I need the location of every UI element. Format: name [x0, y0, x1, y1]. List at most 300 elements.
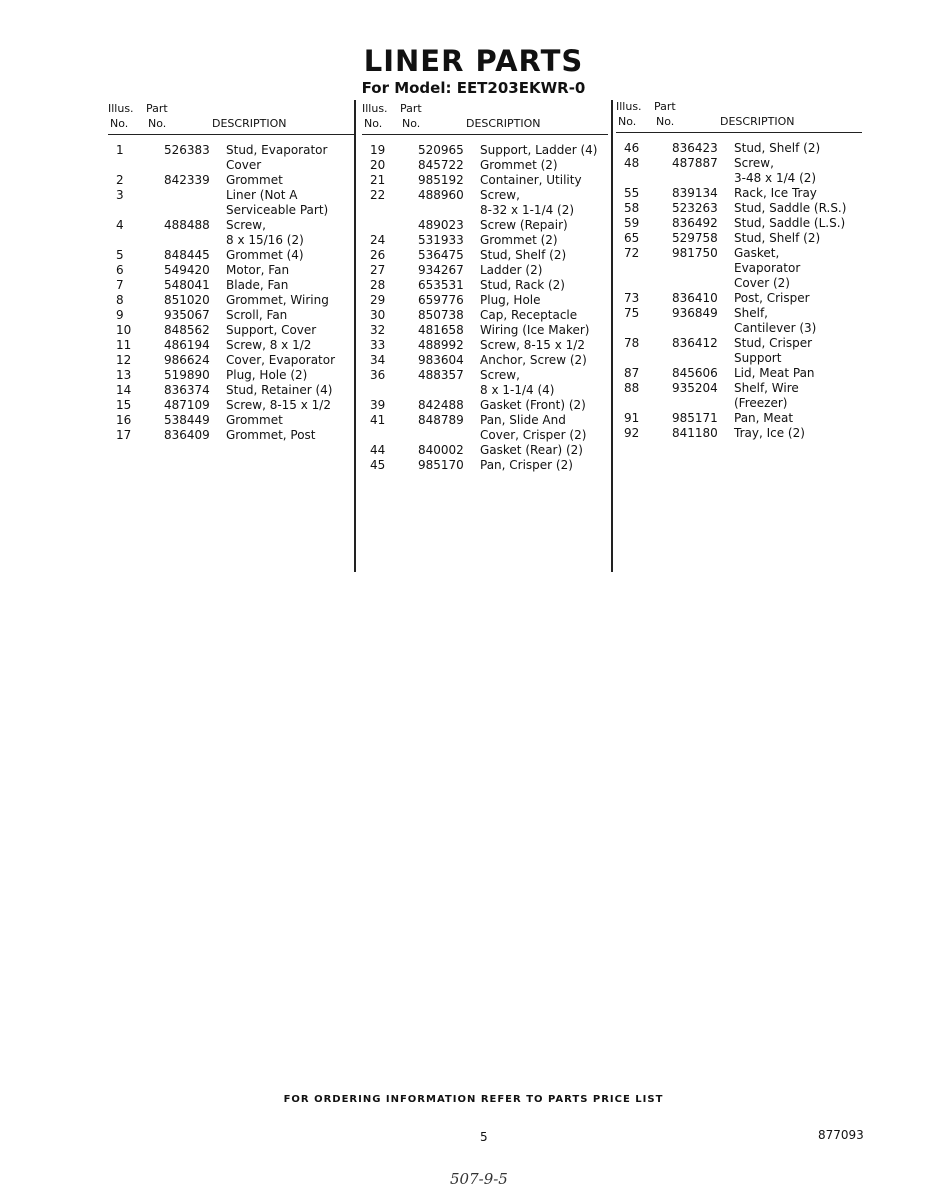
- row-line: [362, 308, 608, 323]
- part-description: Support: [734, 351, 782, 365]
- row-line: [108, 188, 354, 203]
- table-row: [616, 411, 862, 426]
- row-line: [108, 398, 354, 413]
- part-number: 488960: [418, 188, 464, 202]
- row-line: [362, 158, 608, 173]
- parts-column-1: [108, 102, 354, 443]
- part-description: Pan, Slide And: [480, 413, 566, 427]
- illus-number: 5: [116, 248, 124, 262]
- illus-number: 44: [370, 443, 386, 457]
- part-description: Grommet (4): [226, 248, 304, 262]
- table-row: [362, 233, 608, 248]
- header-illus-no: No.: [364, 117, 383, 130]
- header-part: Part: [654, 100, 676, 113]
- part-number: 526383: [164, 143, 210, 157]
- part-description: Screw,: [226, 218, 266, 232]
- table-row: [362, 338, 608, 353]
- part-description: Gasket,: [734, 246, 780, 260]
- row-line: [616, 156, 862, 171]
- part-number: 486194: [164, 338, 210, 352]
- illus-number: 7: [116, 278, 124, 292]
- table-row: [108, 248, 354, 263]
- row-line: [616, 291, 862, 306]
- part-number: 653531: [418, 278, 464, 292]
- row-line: [616, 261, 862, 276]
- part-number: 935067: [164, 308, 210, 322]
- illus-number: 8: [116, 293, 124, 307]
- parts-list: [108, 143, 354, 443]
- part-number: 659776: [418, 293, 464, 307]
- header-illus: Illus.: [362, 102, 388, 115]
- part-description: Screw,: [734, 156, 774, 170]
- table-row: [362, 263, 608, 278]
- row-line: [616, 141, 862, 156]
- column-header-row-1: [108, 102, 354, 117]
- part-number: 531933: [418, 233, 464, 247]
- illus-number: 11: [116, 338, 132, 352]
- table-row: [616, 201, 862, 216]
- part-number: 549420: [164, 263, 210, 277]
- table-row: [362, 398, 608, 413]
- illus-number: 59: [624, 216, 640, 230]
- part-number: 934267: [418, 263, 464, 277]
- illus-number: 39: [370, 398, 386, 412]
- illus-number: 58: [624, 201, 640, 215]
- part-description: Wiring (Ice Maker): [480, 323, 590, 337]
- illus-number: 10: [116, 323, 132, 337]
- row-line: [616, 426, 862, 441]
- row-line: [362, 323, 608, 338]
- table-row: [362, 353, 608, 368]
- row-line: [362, 143, 608, 158]
- part-description: Pan, Crisper (2): [480, 458, 573, 472]
- row-line: [616, 351, 862, 366]
- part-description: Screw,: [480, 188, 520, 202]
- row-line: [616, 201, 862, 216]
- part-description: Rack, Ice Tray: [734, 186, 817, 200]
- row-line: [616, 216, 862, 231]
- part-number: 836374: [164, 383, 210, 397]
- header-part-no: No.: [402, 117, 421, 130]
- part-description: 8 x 15/16 (2): [226, 233, 304, 247]
- part-description: Support, Ladder (4): [480, 143, 598, 157]
- illus-number: 19: [370, 143, 386, 157]
- illus-number: 92: [624, 426, 640, 440]
- row-line: [616, 411, 862, 426]
- row-line: [108, 428, 354, 443]
- part-number: 481658: [418, 323, 464, 337]
- parts-column-3: [616, 100, 862, 441]
- table-row: [108, 218, 354, 248]
- row-line: [616, 336, 862, 351]
- row-line: [108, 173, 354, 188]
- table-row: [108, 353, 354, 368]
- column-header-row-2: [108, 117, 354, 135]
- row-line: [362, 383, 608, 398]
- part-description: Screw,: [480, 368, 520, 382]
- illus-number: 3: [116, 188, 124, 202]
- table-row: [362, 293, 608, 308]
- part-number: 523263: [672, 201, 718, 215]
- row-line: [616, 306, 862, 321]
- row-line: [362, 233, 608, 248]
- row-line: [108, 233, 354, 248]
- part-number: 836410: [672, 291, 718, 305]
- part-number: 985171: [672, 411, 718, 425]
- header-part-no: No.: [656, 115, 675, 128]
- row-line: [108, 338, 354, 353]
- header-part-no: No.: [148, 117, 167, 130]
- table-row: [108, 308, 354, 323]
- part-description: 8-32 x 1-1/4 (2): [480, 203, 575, 217]
- part-description: Stud, Shelf (2): [734, 141, 821, 155]
- document-number: 877093: [818, 1128, 864, 1142]
- table-row: [108, 398, 354, 413]
- part-number: 840002: [418, 443, 464, 457]
- row-line: [616, 171, 862, 186]
- row-line: [362, 338, 608, 353]
- table-row: [616, 366, 862, 381]
- part-description: Cap, Receptacle: [480, 308, 578, 322]
- table-row: [362, 158, 608, 173]
- parts-column-2: [362, 102, 608, 473]
- part-description: Motor, Fan: [226, 263, 290, 277]
- row-line: [108, 353, 354, 368]
- row-line: [108, 263, 354, 278]
- model-subtitle: For Model: EET203EKWR-0: [361, 79, 586, 97]
- illus-number: 78: [624, 336, 640, 350]
- part-description: 8 x 1-1/4 (4): [480, 383, 555, 397]
- illus-number: 41: [370, 413, 386, 427]
- part-number: 520965: [418, 143, 464, 157]
- row-line: [108, 413, 354, 428]
- part-number: 981750: [672, 246, 718, 260]
- row-line: [362, 218, 608, 233]
- part-number: 845722: [418, 158, 464, 172]
- part-description: Grommet, Post: [226, 428, 316, 442]
- illus-number: 87: [624, 366, 640, 380]
- illus-number: 27: [370, 263, 386, 277]
- table-row: [108, 323, 354, 338]
- part-number: 983604: [418, 353, 464, 367]
- illus-number: 72: [624, 246, 640, 260]
- part-description: Grommet: [226, 413, 283, 427]
- part-number: 487887: [672, 156, 718, 170]
- part-description: Plug, Hole (2): [226, 368, 308, 382]
- part-description: Blade, Fan: [226, 278, 289, 292]
- part-description: Shelf,: [734, 306, 768, 320]
- table-row: [108, 413, 354, 428]
- illus-number: 16: [116, 413, 132, 427]
- table-row: [108, 143, 354, 173]
- header-description: DESCRIPTION: [212, 117, 287, 130]
- row-line: [108, 203, 354, 218]
- illus-number: 36: [370, 368, 386, 382]
- illus-number: 45: [370, 458, 386, 472]
- part-number: 548041: [164, 278, 210, 292]
- illus-number: 28: [370, 278, 386, 292]
- row-line: [616, 396, 862, 411]
- table-row: [616, 216, 862, 231]
- part-description: Support, Cover: [226, 323, 317, 337]
- illus-number: 30: [370, 308, 386, 322]
- illus-number: 55: [624, 186, 640, 200]
- part-number: 842339: [164, 173, 210, 187]
- part-number: 536475: [418, 248, 464, 262]
- table-row: [108, 368, 354, 383]
- table-row: [616, 426, 862, 441]
- part-description: Evaporator: [734, 261, 801, 275]
- part-number: 836492: [672, 216, 718, 230]
- part-number: 841180: [672, 426, 718, 440]
- column-divider: [611, 100, 613, 572]
- illus-number: 88: [624, 381, 640, 395]
- part-description: Stud, Evaporator: [226, 143, 328, 157]
- illus-number: 20: [370, 158, 386, 172]
- row-line: [362, 398, 608, 413]
- header-description: DESCRIPTION: [720, 115, 795, 128]
- part-description: Screw, 8 x 1/2: [226, 338, 312, 352]
- table-row: [108, 188, 354, 218]
- illus-number: 91: [624, 411, 640, 425]
- header-illus-no: No.: [110, 117, 129, 130]
- table-row: [616, 336, 862, 366]
- part-description: Grommet, Wiring: [226, 293, 329, 307]
- illus-number: 9: [116, 308, 124, 322]
- row-line: [362, 248, 608, 263]
- part-number: 529758: [672, 231, 718, 245]
- column-header-row-1: [616, 100, 862, 115]
- illus-number: 22: [370, 188, 386, 202]
- row-line: [108, 218, 354, 233]
- illus-number: 34: [370, 353, 386, 367]
- illus-number: 2: [116, 173, 124, 187]
- part-number: 850738: [418, 308, 464, 322]
- part-number: 842488: [418, 398, 464, 412]
- row-line: [616, 246, 862, 261]
- parts-list: [616, 141, 862, 441]
- row-line: [362, 428, 608, 443]
- table-row: [362, 413, 608, 443]
- illus-number: 65: [624, 231, 640, 245]
- part-number: 848789: [418, 413, 464, 427]
- table-row: [108, 278, 354, 293]
- table-row: [616, 141, 862, 156]
- illus-number: 73: [624, 291, 640, 305]
- part-description: Stud, Saddle (R.S.): [734, 201, 847, 215]
- header-description: DESCRIPTION: [466, 117, 541, 130]
- illus-number: 26: [370, 248, 386, 262]
- illus-number: 75: [624, 306, 640, 320]
- part-number: 487109: [164, 398, 210, 412]
- part-description: Stud, Retainer (4): [226, 383, 333, 397]
- illus-number: 48: [624, 156, 640, 170]
- header-illus: Illus.: [616, 100, 642, 113]
- illus-number: 1: [116, 143, 124, 157]
- row-line: [108, 248, 354, 263]
- illus-number: 32: [370, 323, 386, 337]
- table-row: [362, 323, 608, 338]
- part-description: Stud, Crisper: [734, 336, 813, 350]
- part-description: Cantilever (3): [734, 321, 817, 335]
- illus-number: 6: [116, 263, 124, 277]
- row-line: [362, 443, 608, 458]
- row-line: [362, 173, 608, 188]
- part-description: Serviceable Part): [226, 203, 329, 217]
- illus-number: 46: [624, 141, 640, 155]
- row-line: [108, 158, 354, 173]
- illus-number: 14: [116, 383, 132, 397]
- part-description: Plug, Hole: [480, 293, 541, 307]
- row-line: [616, 276, 862, 291]
- part-description: Screw (Repair): [480, 218, 568, 232]
- part-description: Ladder (2): [480, 263, 543, 277]
- table-row: [616, 156, 862, 186]
- part-description: Grommet (2): [480, 158, 558, 172]
- table-row: [362, 143, 608, 158]
- illus-number: 29: [370, 293, 386, 307]
- illus-number: 13: [116, 368, 132, 382]
- part-description: Gasket (Front) (2): [480, 398, 586, 412]
- table-row: [362, 368, 608, 398]
- column-header-row-1: [362, 102, 608, 117]
- part-description: Screw, 8-15 x 1/2: [480, 338, 585, 352]
- header-part: Part: [400, 102, 422, 115]
- row-line: [616, 366, 862, 381]
- part-description: Tray, Ice (2): [734, 426, 805, 440]
- part-description: Pan, Meat: [734, 411, 794, 425]
- part-number: 836409: [164, 428, 210, 442]
- part-number: 519890: [164, 368, 210, 382]
- part-description: Grommet: [226, 173, 283, 187]
- row-line: [362, 263, 608, 278]
- header-illus-no: No.: [618, 115, 637, 128]
- ordering-note: FOR ORDERING INFORMATION REFER TO PARTS PRICE LIST: [283, 1094, 664, 1105]
- table-row: [362, 278, 608, 293]
- table-row: [362, 443, 608, 458]
- table-row: [616, 306, 862, 336]
- part-description: Cover (2): [734, 276, 790, 290]
- row-line: [616, 381, 862, 396]
- part-description: Cover, Crisper (2): [480, 428, 587, 442]
- part-number: 836412: [672, 336, 718, 350]
- table-row: [616, 291, 862, 306]
- part-number: 935204: [672, 381, 718, 395]
- table-row: [108, 293, 354, 308]
- part-description: (Freezer): [734, 396, 788, 410]
- part-description: Stud, Rack (2): [480, 278, 565, 292]
- table-row: [616, 231, 862, 246]
- table-row: [108, 383, 354, 398]
- part-description: Anchor, Screw (2): [480, 353, 587, 367]
- part-number: 845606: [672, 366, 718, 380]
- row-line: [108, 278, 354, 293]
- header-part: Part: [146, 102, 168, 115]
- part-description: Screw, 8-15 x 1/2: [226, 398, 331, 412]
- table-row: [362, 173, 608, 188]
- table-row: [362, 308, 608, 323]
- part-number: 488992: [418, 338, 464, 352]
- row-line: [362, 188, 608, 203]
- table-row: [362, 218, 608, 233]
- column-header-row-2: [362, 117, 608, 135]
- row-line: [362, 293, 608, 308]
- row-line: [362, 278, 608, 293]
- row-line: [362, 368, 608, 383]
- row-line: [108, 143, 354, 158]
- table-row: [362, 188, 608, 218]
- page-number: 5: [480, 1130, 488, 1144]
- column-divider: [354, 100, 356, 572]
- header-illus: Illus.: [108, 102, 134, 115]
- part-description: Stud, Saddle (L.S.): [734, 216, 846, 230]
- part-number: 489023: [418, 218, 464, 232]
- row-line: [108, 323, 354, 338]
- row-line: [616, 231, 862, 246]
- part-description: 3-48 x 1/4 (2): [734, 171, 817, 185]
- part-number: 488488: [164, 218, 210, 232]
- handwritten-note: 507-9-5: [450, 1170, 508, 1188]
- part-number: 848562: [164, 323, 210, 337]
- part-number: 851020: [164, 293, 210, 307]
- table-row: [616, 186, 862, 201]
- table-row: [108, 263, 354, 278]
- row-line: [616, 321, 862, 336]
- part-number: 538449: [164, 413, 210, 427]
- part-number: 848445: [164, 248, 210, 262]
- part-number: 839134: [672, 186, 718, 200]
- row-line: [108, 293, 354, 308]
- table-row: [616, 381, 862, 411]
- illus-number: 24: [370, 233, 386, 247]
- row-line: [616, 186, 862, 201]
- part-description: Container, Utility: [480, 173, 582, 187]
- page-title: LINER PARTS: [363, 44, 584, 78]
- row-line: [108, 308, 354, 323]
- part-number: 836423: [672, 141, 718, 155]
- part-description: Gasket (Rear) (2): [480, 443, 583, 457]
- table-row: [108, 173, 354, 188]
- part-number: 986624: [164, 353, 210, 367]
- table-row: [616, 246, 862, 291]
- part-description: Stud, Shelf (2): [734, 231, 821, 245]
- parts-list: [362, 143, 608, 473]
- part-description: Stud, Shelf (2): [480, 248, 567, 262]
- illus-number: 12: [116, 353, 132, 367]
- part-description: Liner (Not A: [226, 188, 298, 202]
- part-number: 488357: [418, 368, 464, 382]
- part-description: Cover, Evaporator: [226, 353, 336, 367]
- illus-number: 17: [116, 428, 132, 442]
- part-description: Post, Crisper: [734, 291, 810, 305]
- row-line: [362, 353, 608, 368]
- table-row: [362, 248, 608, 263]
- part-description: Shelf, Wire: [734, 381, 799, 395]
- row-line: [362, 413, 608, 428]
- table-row: [362, 458, 608, 473]
- illus-number: 21: [370, 173, 386, 187]
- part-description: Scroll, Fan: [226, 308, 288, 322]
- part-description: Lid, Meat Pan: [734, 366, 815, 380]
- part-number: 985192: [418, 173, 464, 187]
- row-line: [362, 203, 608, 218]
- column-header-row-2: [616, 115, 862, 133]
- part-number: 985170: [418, 458, 464, 472]
- part-number: 936849: [672, 306, 718, 320]
- part-description: Grommet (2): [480, 233, 558, 247]
- table-row: [108, 338, 354, 353]
- row-line: [108, 368, 354, 383]
